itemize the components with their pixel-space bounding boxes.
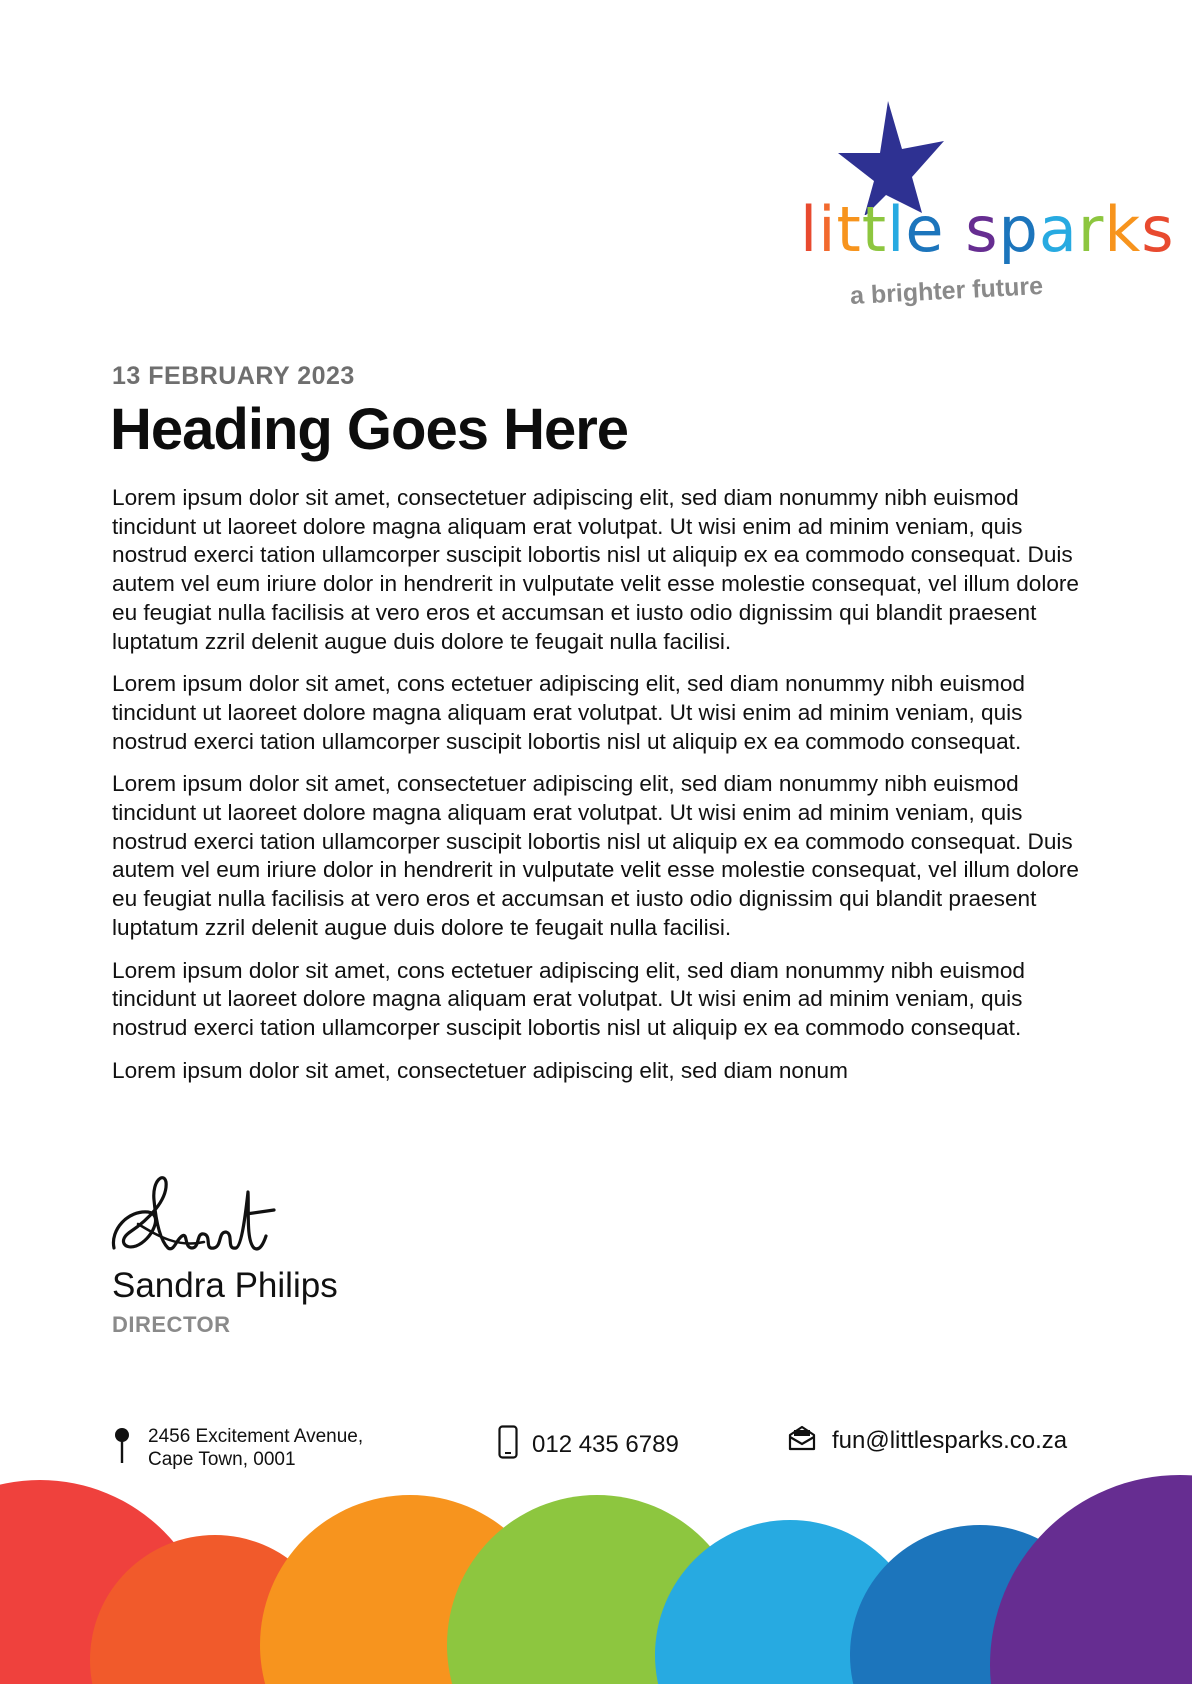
contact-email <box>788 1425 1067 1456</box>
body-paragraph: Lorem ipsum dolor sit amet, consectetuer adipiscing elit, sed diam nonum <box>112 1057 848 1083</box>
logo <box>790 95 1175 325</box>
body-paragraph: Lorem ipsum dolor sit amet, consectetuer adipiscing elit, sed diam nonummy nibh euismod tincidunt ut laoreet dolore magna aliquam erat volutpat. Ut wisi enim ad minim veniam, quis nostrud exerci tation ullamcorper suscipit lobortis nisl ut aliquip ex ea commodo consequat. Duis autem vel eum iriure dolor in hendrerit in vulputate velit esse molestie consequat, vel illum dolore eu feugiat nulla facilisis at vero eros et accumsan et iusto odio dignissim qui blandit praesent luptatum zzril delenit augue duis dolore te feugait nulla facilisi. <box>112 485 1079 654</box>
footer-circle <box>990 1475 1192 1684</box>
address-line-2: Cape Town, 0001 <box>148 1449 296 1470</box>
contact-phone <box>498 1425 679 1464</box>
logo-letter: e <box>905 193 945 266</box>
logo-letter: s <box>965 193 999 266</box>
logo-letter: t <box>861 193 888 266</box>
letter-date: 13 FEBRUARY 2023 <box>112 362 355 390</box>
logo-tagline: a brighter future <box>849 271 1044 311</box>
contact-address <box>114 1425 363 1471</box>
logo-letter: p <box>998 193 1039 266</box>
logo-letter: s <box>1141 193 1175 266</box>
footer-decoration <box>0 1470 1192 1684</box>
phone-number[interactable]: 012 435 6789 <box>532 1430 679 1458</box>
signature <box>108 1170 278 1260</box>
address-line-1: 2456 Excitement Avenue, <box>148 1426 364 1447</box>
phone-icon <box>498 1425 518 1464</box>
body-paragraph: Lorem ipsum dolor sit amet, consectetuer adipiscing elit, sed diam nonummy nibh euismod tincidunt ut laoreet dolore magna aliquam erat volutpat. Ut wisi enim ad minim veniam, quis nostrud exerci tation ullamcorper suscipit lobortis nisl ut aliquip ex ea commodo consequat. Duis autem vel eum iriure dolor in hendrerit in vulputate velit esse molestie consequat, vel illum dolore eu feugiat nulla facilisis at vero eros et accumsan et iusto odio dignissim qui blandit praesent luptatum zzril delenit augue duis dolore te feugait nulla facilisi. <box>112 771 1079 940</box>
letter-body <box>112 484 1082 1099</box>
mail-icon <box>788 1425 816 1456</box>
logo-letter: l <box>887 193 906 266</box>
signer-title: DIRECTOR <box>112 1312 231 1337</box>
logo-letter <box>944 195 965 265</box>
email-address[interactable]: fun@littlesparks.co.za <box>832 1426 1068 1454</box>
logo-letter: t <box>836 193 862 266</box>
logo-wordmark <box>800 195 1175 265</box>
logo-letter: r <box>1077 193 1105 266</box>
logo-letter: k <box>1104 193 1142 266</box>
page-title: Heading Goes Here <box>110 397 629 462</box>
body-paragraph: Lorem ipsum dolor sit amet, cons ectetuer adipiscing elit, sed diam nonummy nibh euismod tincidunt ut laoreet dolore magna aliquam erat volutpat. Ut wisi enim ad minim veniam, quis nostrud exerci tation ullamcorper suscipit lobortis nisl ut aliquip ex ea commodo consequat. <box>112 671 1025 754</box>
map-pin-icon <box>114 1427 130 1470</box>
signer-name: Sandra Philips <box>112 1266 338 1305</box>
logo-letter: l <box>800 193 819 266</box>
logo-letter: i <box>818 193 837 266</box>
logo-letter: a <box>1038 193 1078 266</box>
body-paragraph: Lorem ipsum dolor sit amet, cons ectetuer adipiscing elit, sed diam nonummy nibh euismod tincidunt ut laoreet dolore magna aliquam erat volutpat. Ut wisi enim ad minim veniam, quis nostrud exerci tation ullamcorper suscipit lobortis nisl ut aliquip ex ea commodo consequat. <box>112 957 1025 1040</box>
